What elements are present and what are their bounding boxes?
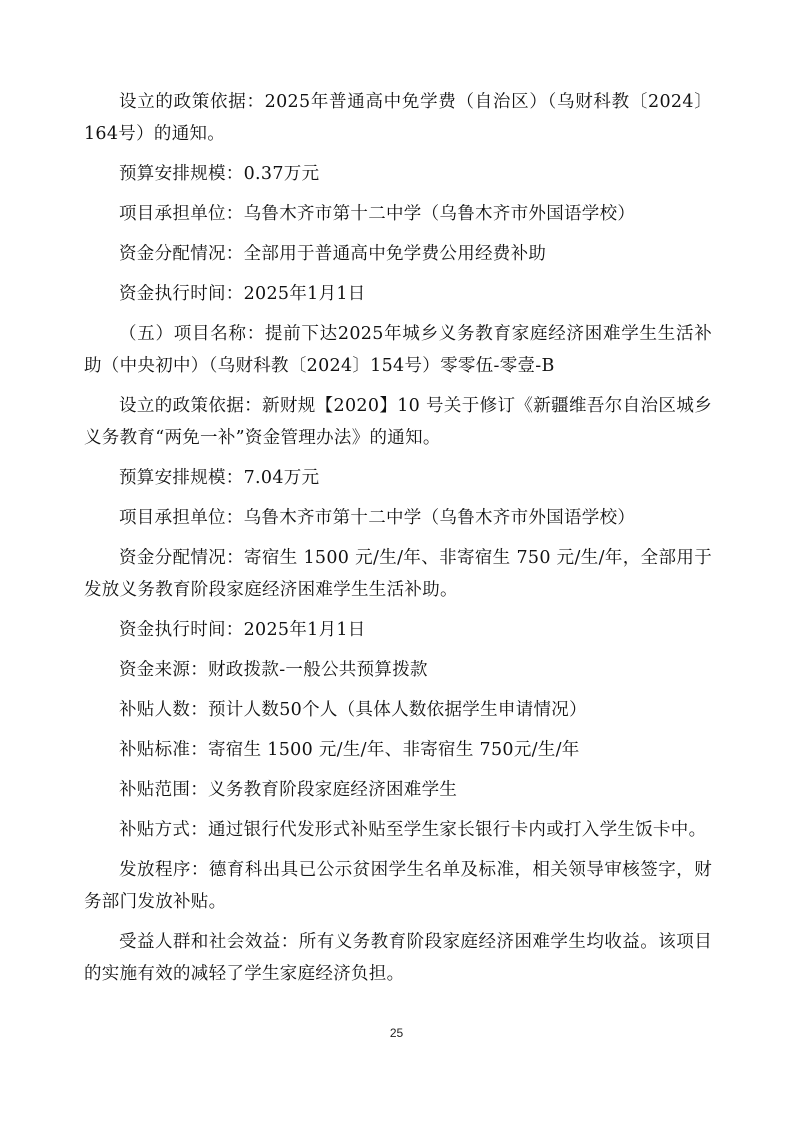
budget-scale-paragraph-2: 预算安排规模：7.04万元 (119, 468, 320, 488)
fund-allocation-paragraph: 资金分配情况：全部用于普通高中免学费公用经费补助 (119, 244, 547, 264)
subsidy-standard-paragraph: 补贴标准：寄宿生 1500 元/生/年、非寄宿生 750元/生/年 (119, 740, 580, 760)
beneficiaries-paragraph: 受益人群和社会效益：所有义务教育阶段家庭经济困难学生均收益。该项目的实施有效的减轻了学生家庭经济负担。 (84, 932, 712, 984)
execution-time-paragraph-2: 资金执行时间：2025年1月1日 (119, 620, 366, 640)
fund-source-paragraph: 资金来源：财政拨款-一般公共预算拨款 (119, 660, 428, 680)
policy-basis-paragraph-2: 设立的政策依据：新财规【2020】10 号关于修订《新疆维吾尔自治区城乡义务教育“两免一补”资金管理办法》的通知。 (84, 396, 712, 448)
subsidy-method-paragraph: 补贴方式：通过银行代发形式补贴至学生家长银行卡内或打入学生饭卡中。 (119, 820, 707, 840)
fund-allocation-paragraph-2: 资金分配情况：寄宿生 1500 元/生/年、非寄宿生 750 元/生/年，全部用于发放义务教育阶段家庭经济困难学生生活补助。 (84, 548, 712, 600)
subsidy-count-paragraph: 补贴人数：预计人数50个人（具体人数依据学生申请情况） (119, 700, 587, 720)
execution-time-paragraph: 资金执行时间：2025年1月1日 (119, 284, 366, 304)
budget-scale-paragraph: 预算安排规模：0.37万元 (119, 164, 320, 184)
subsidy-scope-paragraph: 补贴范围：义务教育阶段家庭经济困难学生 (119, 780, 458, 800)
distribution-procedure-paragraph: 发放程序：德育科出具已公示贫困学生名单及标准，相关领导审核签字，财务部门发放补贴。 (84, 860, 712, 912)
policy-basis-paragraph: 设立的政策依据：2025年普通高中免学费（自治区）（乌财科教〔2024〕164号）的通知。 (84, 92, 712, 144)
project-name-heading: （五）项目名称：提前下达2025年城乡义务教育家庭经济困难学生生活补助（中央初中）（乌财科教〔2024〕154号）零零伍-零壹-B (84, 324, 712, 376)
responsible-unit-paragraph-2: 项目承担单位：乌鲁木齐市第十二中学（乌鲁木齐市外国语学校） (119, 508, 636, 528)
page-number: 25 (389, 1026, 404, 1040)
responsible-unit-paragraph: 项目承担单位：乌鲁木齐市第十二中学（乌鲁木齐市外国语学校） (119, 204, 636, 224)
document-body (84, 86, 712, 990)
